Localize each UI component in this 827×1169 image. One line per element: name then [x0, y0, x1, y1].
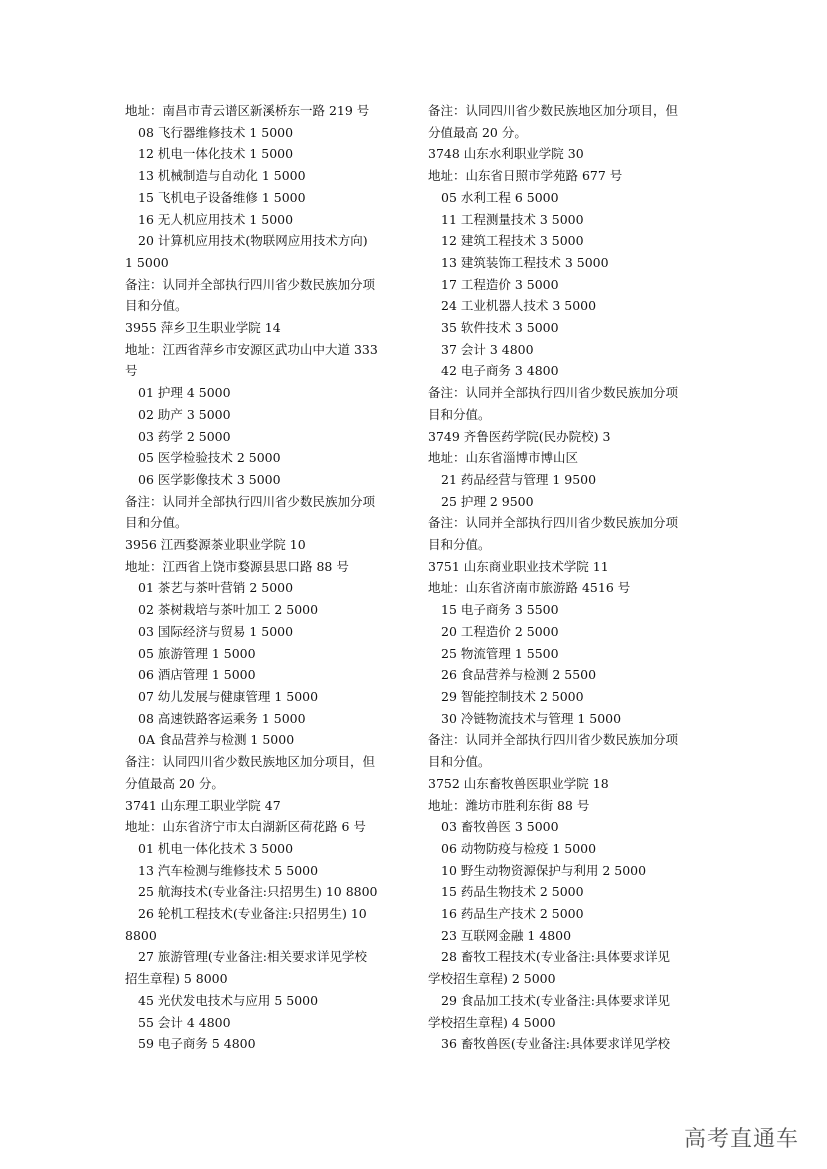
text-line: 学校招生章程) 2 5000 — [428, 971, 556, 987]
text-line: 分值最高 20 分。 — [125, 775, 224, 791]
text-line: 0A 食品营养与检测 1 5000 — [138, 732, 295, 748]
text-line: 03 畜牧兽医 3 5000 — [441, 819, 559, 835]
text-line: 地址：南昌市青云谱区新溪桥东一路 219 号 — [125, 103, 370, 118]
text-line: 号 — [125, 363, 138, 379]
text-line: 29 智能控制技术 2 5000 — [441, 688, 584, 704]
text-line: 12 建筑工程技术 3 5000 — [441, 233, 584, 249]
text-line: 17 工程造价 3 5000 — [441, 276, 559, 292]
text-line: 15 药品生物技术 2 5000 — [441, 884, 584, 900]
text-line: 26 食品营养与检测 2 5500 — [441, 667, 597, 683]
text-line: 36 畜牧兽医(专业备注:具体要求详见学校 — [441, 1036, 670, 1052]
right-column — [428, 100, 718, 1055]
text-line: 05 水利工程 6 5000 — [441, 189, 559, 205]
text-line: 28 畜牧工程技术(专业备注:具体要求详见 — [441, 949, 670, 965]
text-line: 06 医学影像技术 3 5000 — [138, 471, 281, 487]
text-line: 26 轮机工程技术(专业备注:只招男生) 10 — [138, 906, 367, 922]
text-line: 06 酒店管理 1 5000 — [138, 667, 256, 683]
text-line: 目和分值。 — [125, 515, 188, 531]
text-line: 06 动物防疫与检疫 1 5000 — [441, 840, 597, 856]
watermark-logo: 高考直通车 — [683, 1127, 799, 1152]
text-line: 29 食品加工技术(专业备注:具体要求详见 — [441, 992, 670, 1008]
text-line: 01 茶艺与茶叶营销 2 5000 — [138, 580, 294, 596]
text-line: 37 会计 3 4800 — [441, 341, 534, 357]
text-line: 45 光伏发电技术与应用 5 5000 — [138, 992, 319, 1008]
text-line: 目和分值。 — [428, 537, 491, 553]
text-line: 3749 齐鲁医药学院(民办院校) 3 — [428, 428, 611, 444]
text-line: 02 茶树栽培与茶叶加工 2 5000 — [138, 602, 319, 618]
text-line: 20 工程造价 2 5000 — [441, 623, 559, 639]
text-line: 12 机电一体化技术 1 5000 — [138, 146, 294, 162]
left-column — [125, 100, 415, 1055]
text-line: 55 会计 4 4800 — [138, 1014, 231, 1030]
text-line: 1 5000 — [125, 254, 169, 270]
text-line: 备注：认同四川省少数民族地区加分项目，但 — [428, 103, 679, 118]
text-line: 16 无人机应用技术 1 5000 — [138, 211, 294, 227]
text-line: 24 工业机器人技术 3 5000 — [441, 298, 597, 314]
text-line: 08 飞行器维修技术 1 5000 — [138, 124, 294, 140]
text-line: 地址：江西省萍乡市安源区武功山中大道 333 — [125, 341, 378, 357]
text-line: 3748 山东水利职业学院 30 — [428, 146, 584, 162]
text-line: 42 电子商务 3 4800 — [441, 363, 559, 379]
text-line: 备注：认同并全部执行四川省少数民族加分项 — [428, 732, 679, 748]
text-line: 15 飞机电子设备维修 1 5000 — [138, 189, 306, 205]
text-line: 目和分值。 — [428, 406, 491, 422]
text-line: 01 护理 4 5000 — [138, 385, 231, 401]
text-line: 3956 江西婺源茶业职业学院 10 — [125, 537, 306, 553]
text-line: 27 旅游管理(专业备注:相关要求详见学校 — [138, 949, 367, 965]
text-line: 01 机电一体化技术 3 5000 — [138, 840, 294, 856]
text-line: 地址：潍坊市胜利东街 88 号 — [428, 797, 590, 813]
text-line: 学校招生章程) 4 5000 — [428, 1014, 556, 1030]
text-line: 8800 — [125, 927, 157, 943]
text-line: 20 计算机应用技术(物联网应用技术方向) — [138, 233, 368, 249]
text-line: 03 药学 2 5000 — [138, 428, 231, 444]
text-line: 地址：江西省上饶市婺源县思口路 88 号 — [125, 558, 349, 574]
text-line: 3751 山东商业职业技术学院 11 — [428, 558, 609, 574]
text-line: 13 机械制造与自动化 1 5000 — [138, 168, 306, 184]
text-line: 备注：认同并全部执行四川省少数民族加分项 — [125, 276, 376, 292]
text-line: 10 野生动物资源保护与利用 2 5000 — [441, 862, 647, 878]
text-line: 13 汽车检测与维修技术 5 5000 — [138, 862, 319, 878]
text-line: 15 电子商务 3 5500 — [441, 602, 559, 618]
text-line: 分值最高 20 分。 — [428, 124, 527, 140]
text-line: 13 建筑装饰工程技术 3 5000 — [441, 254, 609, 270]
text-line: 08 高速铁路客运乘务 1 5000 — [138, 710, 306, 726]
text-line: 21 药品经营与管理 1 9500 — [441, 471, 597, 487]
text-line: 3741 山东理工职业学院 47 — [125, 797, 281, 813]
text-line: 25 护理 2 9500 — [441, 493, 534, 509]
text-line: 30 冷链物流技术与管理 1 5000 — [441, 710, 622, 726]
text-line: 02 助产 3 5000 — [138, 406, 231, 422]
text-line: 招生章程) 5 8000 — [125, 971, 228, 987]
text-line: 25 物流管理 1 5500 — [441, 645, 559, 661]
text-line: 23 互联网金融 1 4800 — [441, 927, 572, 943]
text-line: 3955 萍乡卫生职业学院 14 — [125, 320, 281, 336]
text-line: 目和分值。 — [125, 298, 188, 314]
text-line: 地址：山东省济南市旅游路 4516 号 — [428, 580, 631, 596]
text-line: 备注：认同并全部执行四川省少数民族加分项 — [125, 493, 376, 509]
text-line: 25 航海技术(专业备注:只招男生) 10 8800 — [138, 884, 378, 900]
text-line: 地址：山东省日照市学苑路 677 号 — [428, 168, 623, 184]
text-line: 地址：山东省淄博市博山区 — [428, 450, 579, 466]
text-line: 16 药品生产技术 2 5000 — [441, 906, 584, 922]
text-line: 11 工程测量技术 3 5000 — [441, 211, 584, 227]
text-line: 备注：认同并全部执行四川省少数民族加分项 — [428, 385, 679, 401]
text-line: 地址：山东省济宁市太白湖新区荷花路 6 号 — [125, 819, 366, 835]
text-line: 备注：认同四川省少数民族地区加分项目，但 — [125, 754, 376, 770]
text-line: 目和分值。 — [428, 754, 491, 770]
text-line: 59 电子商务 5 4800 — [138, 1036, 256, 1052]
text-line: 05 旅游管理 1 5000 — [138, 645, 256, 661]
text-line: 备注：认同并全部执行四川省少数民族加分项 — [428, 515, 679, 531]
text-line: 35 软件技术 3 5000 — [441, 320, 559, 336]
text-line: 03 国际经济与贸易 1 5000 — [138, 623, 294, 639]
text-line: 3752 山东畜牧兽医职业学院 18 — [428, 775, 609, 791]
text-line: 07 幼儿发展与健康管理 1 5000 — [138, 688, 319, 704]
text-line: 05 医学检验技术 2 5000 — [138, 450, 281, 466]
